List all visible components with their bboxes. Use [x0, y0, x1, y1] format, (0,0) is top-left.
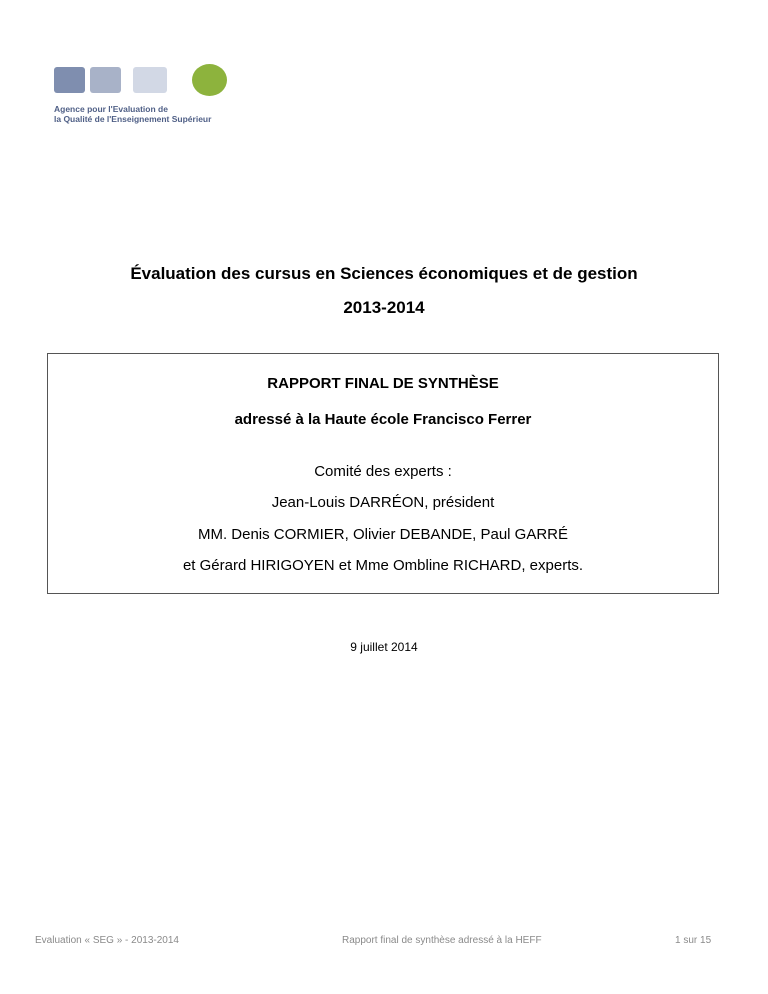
logo-square-dark	[54, 67, 85, 93]
committee-president: Jean-Louis DARRÉON, président	[271, 494, 495, 511]
logo-text	[54, 104, 211, 124]
report-info-box	[47, 353, 719, 594]
footer-page-number: 1 sur 15	[675, 935, 712, 946]
report-date: 9 juillet 2014	[350, 640, 418, 654]
committee-experts-line1: MM. Denis CORMIER, Olivier DEBANDE, Paul GARRÉ	[197, 526, 569, 543]
committee-experts-line2: et Gérard HIRIGOYEN et Mme Ombline RICHARD, experts.	[182, 557, 584, 574]
report-title: RAPPORT FINAL DE SYNTHÈSE	[267, 375, 499, 392]
document-years: 2013-2014	[343, 298, 425, 317]
committee-label: Comité des experts :	[314, 463, 452, 480]
agency-logo	[52, 64, 228, 126]
logo-text-line1: Agence pour l'Evaluation de	[54, 104, 168, 114]
footer-left: Evaluation « SEG » - 2013-2014	[35, 935, 179, 946]
logo-square-medium	[90, 67, 121, 93]
logo-circle-green	[192, 64, 227, 96]
report-addressee: adressé à la Haute école Francisco Ferrer	[234, 411, 532, 428]
footer-center: Rapport final de synthèse adressé à la HEFF	[342, 935, 542, 946]
logo-text-line2: la Qualité de l'Enseignement Supérieur	[54, 114, 212, 124]
document-title: Évaluation des cursus en Sciences économiques et de gestion	[130, 264, 638, 283]
logo-square-light	[133, 67, 167, 93]
